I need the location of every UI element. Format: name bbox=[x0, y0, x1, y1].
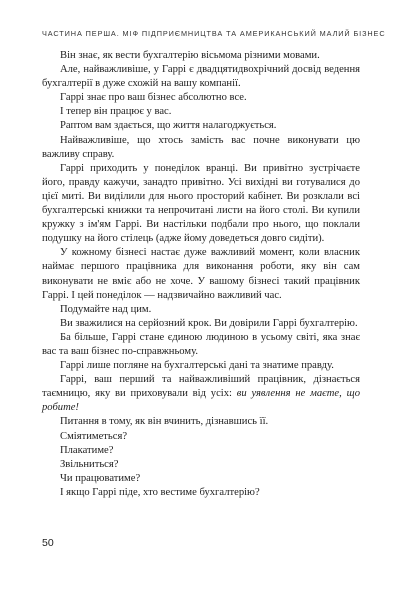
question-paragraph: Плакатиме? bbox=[60, 444, 114, 456]
paragraph: Гаррі приходить у понеділок вранці. Ви привітно зустрічаєте його, правду кажучи, занадто привітно. Усі вихідні ви готувалися до цієї миті. Ви виділили для нього просторий кабінет. Ви розклали всі бухгалтерські книжки та непрочитані листи на його столі. Ви купили кружку з ім'ям Гаррі. Ви настільки подбали про нього, що поклали подушку на його стілець (адже йому доведеться довго сидіти). bbox=[42, 162, 360, 245]
paragraph: У кожному бізнесі настає дуже важливий момент, коли власник наймає першого працівника для виконання роботи, яку він сам виконувати не вміє або не хоче. У вашому бізнесі такий працівник Гаррі. І цей понеділок — надзвичайно важливий час. bbox=[42, 247, 360, 301]
paragraph-secret bbox=[42, 373, 360, 415]
paragraph: І тепер він працює у вас. bbox=[60, 106, 172, 118]
secret-text: Гаррі, ваш перший та найважливіший працівник, дізнається таємницю, яку ви приховували від усіх: bbox=[42, 374, 360, 400]
paragraph: Подумайте над цим. bbox=[60, 303, 152, 315]
paragraph: Раптом вам здається, що життя налагоджується. bbox=[60, 120, 277, 132]
paragraph: Гаррі лише погляне на бухгалтерські дані та знатиме правду. bbox=[60, 360, 334, 372]
paragraph: Ви зважилися на серйозний крок. Ви довірили Гаррі бухгалтерію. bbox=[60, 317, 358, 329]
page-body bbox=[42, 49, 360, 500]
page-number: 50 bbox=[42, 537, 54, 549]
paragraph: Він знає, як вести бухгалтерію вісьмома різними мовами. bbox=[60, 50, 320, 61]
question-paragraph: Сміятиметься? bbox=[60, 430, 128, 442]
running-header: ЧАСТИНА ПЕРША. МІФ ПІДПРИЄМНИЦТВА ТА АМЕРИКАНСЬКИЙ МАЛИЙ БІЗНЕС bbox=[42, 29, 386, 38]
paragraph: Ба більше, Гаррі стане єдиною людиною в усьому світі, яка знає вас та ваш бізнес по-справжньому. bbox=[42, 331, 360, 357]
paragraph: Найважливіше, що хтось замість вас почне виконувати цю важливу справу. bbox=[42, 134, 360, 160]
question-paragraph: І якщо Гаррі піде, хто вестиме бухгалтерію? bbox=[60, 486, 260, 498]
paragraph: Але, найважливіше, у Гаррі є двадцятидвохрічний досвід ведення бухгалтерії в дуже схожій на вашу компанії. bbox=[42, 64, 360, 90]
question-paragraph: Питання в тому, як він вчинить, дізнавшись її. bbox=[60, 416, 269, 428]
question-paragraph: Звільниться? bbox=[60, 458, 119, 470]
question-paragraph: Чи працюватиме? bbox=[60, 472, 141, 484]
secret-italic-text: ви уявлення не маєте, що робите! bbox=[42, 388, 360, 414]
paragraph: Гаррі знає про ваш бізнес абсолютно все. bbox=[60, 92, 247, 104]
